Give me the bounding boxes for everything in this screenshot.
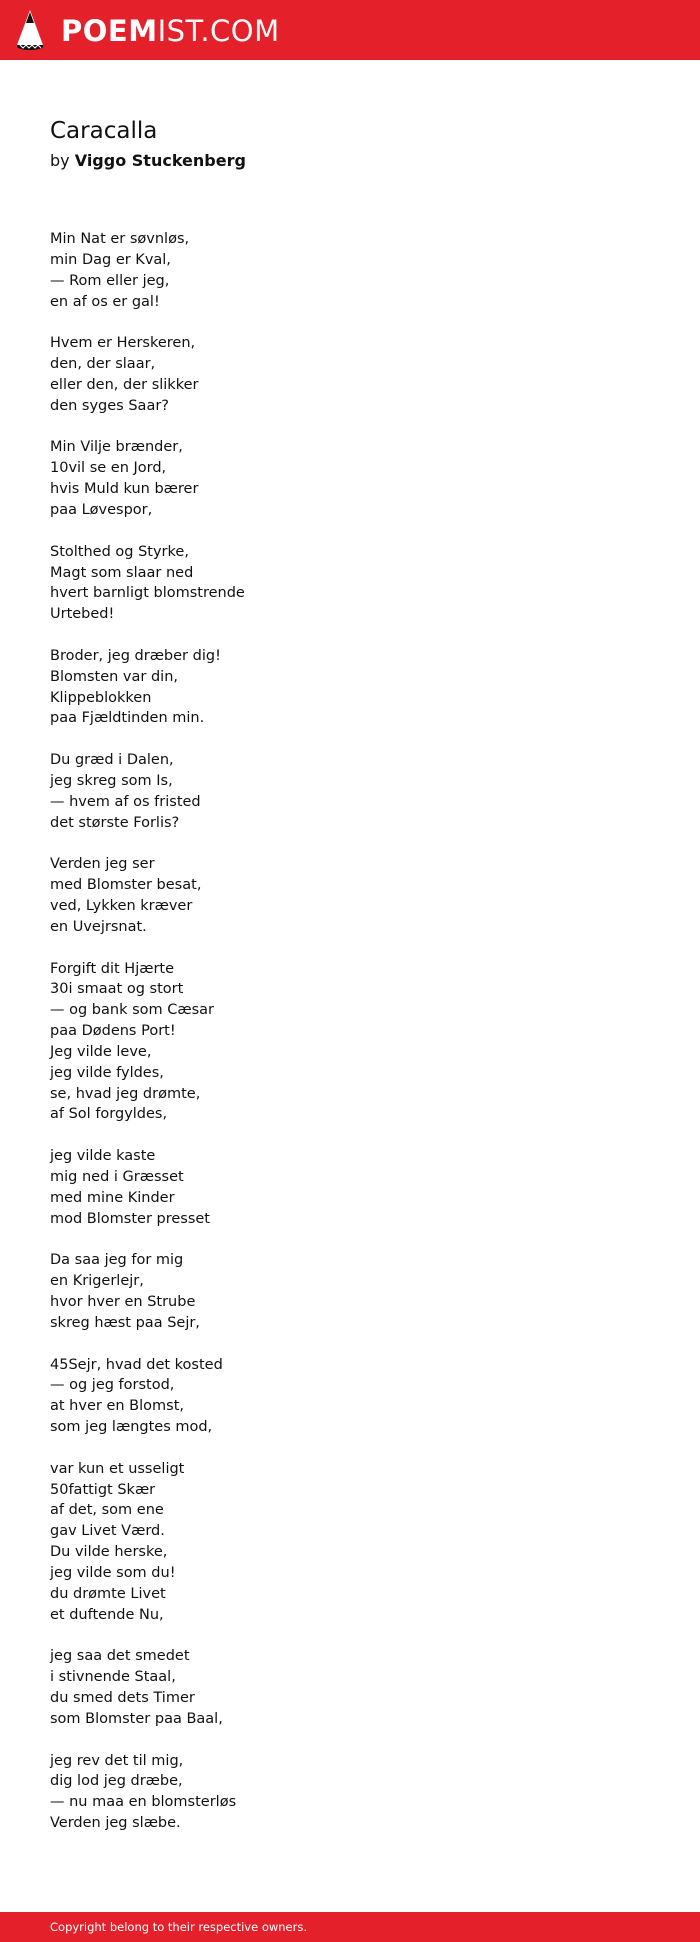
poem-line: jeg vilde som du! bbox=[50, 1565, 176, 1581]
poem-line: Du græd i Dalen, bbox=[50, 752, 174, 769]
poem-line: paa Dødens Port! bbox=[50, 1023, 176, 1040]
stanza bbox=[50, 1751, 650, 1834]
poem-line: 10vil se en Jord, bbox=[50, 460, 167, 477]
poem-line: Urtebed! bbox=[50, 606, 115, 623]
poem-line: den syges Saar? bbox=[50, 397, 169, 414]
logo-bold-text: POEM bbox=[61, 14, 158, 48]
poem-line: Klippeblokken bbox=[50, 689, 152, 706]
poem-line: — hvem af os fristed bbox=[50, 793, 201, 810]
poem-line: jeg skreg som Is, bbox=[50, 772, 173, 789]
poem-line: Magt som slaar ned bbox=[50, 564, 194, 581]
poem-line: Stolthed og Styrke, bbox=[50, 543, 189, 560]
copyright-text: Copyright belong to their respective owners. bbox=[50, 1920, 308, 1934]
stanza bbox=[50, 333, 650, 416]
poem-line: — og bank som Cæsar bbox=[50, 1002, 215, 1019]
poem-line: den, der slaar, bbox=[50, 356, 156, 373]
site-logo-text bbox=[61, 10, 280, 52]
poem-line: min Dag er Kval, bbox=[50, 251, 171, 268]
poem-content bbox=[50, 112, 650, 1855]
poem-line: hvis Muld kun bærer bbox=[50, 481, 199, 498]
poem-line: mig ned i Græsset bbox=[50, 1168, 184, 1185]
site-footer bbox=[0, 1912, 700, 1942]
poem-line: med mine Kinder bbox=[50, 1189, 175, 1206]
poem-line: en Uvejrsnat. bbox=[50, 918, 147, 935]
poem-body bbox=[50, 229, 650, 1834]
poem-line: jeg vilde kaste bbox=[50, 1148, 156, 1165]
stanza bbox=[50, 646, 650, 729]
poem-line: en Krigerlejr, bbox=[50, 1273, 144, 1290]
stanza bbox=[50, 437, 650, 520]
poem-line: jeg vilde fyldes, bbox=[50, 1064, 164, 1081]
site-logo-link[interactable] bbox=[17, 10, 280, 52]
poem-line: var kun et usseligt bbox=[50, 1460, 185, 1477]
stanza bbox=[50, 1250, 650, 1333]
poem-line: i stivnende Staal, bbox=[50, 1669, 176, 1686]
poem-line: hvor hver en Strube bbox=[50, 1294, 196, 1311]
poem-line: skreg hæst paa Sejr, bbox=[50, 1314, 200, 1331]
poem-line: af Sol forgyldes, bbox=[50, 1106, 168, 1123]
stanza bbox=[50, 959, 650, 1126]
stanza bbox=[50, 854, 650, 937]
poem-byline bbox=[50, 150, 650, 172]
poem-line: jeg rev det til mig, bbox=[50, 1752, 184, 1769]
poem-line: Hvem er Herskeren, bbox=[50, 335, 196, 352]
poem-line: paa Fjældtinden min. bbox=[50, 710, 205, 727]
poem-line: Forgift dit Hjærte bbox=[50, 960, 175, 977]
stanza bbox=[50, 1459, 650, 1626]
poem-line: — Rom eller jeg, bbox=[50, 272, 170, 289]
poem-line: Blomsten var din, bbox=[50, 668, 179, 685]
poem-line: — og jeg forstod, bbox=[50, 1377, 175, 1394]
stanza bbox=[50, 1646, 650, 1729]
poem-line: et duftende Nu, bbox=[50, 1606, 164, 1623]
site-header bbox=[0, 0, 700, 60]
logo-light-text: IST.COM bbox=[157, 14, 280, 48]
poem-line: 45Sejr, hvad det kosted bbox=[50, 1356, 223, 1373]
poem-line: Du vilde herske, bbox=[50, 1544, 168, 1561]
poem-line: du drømte Livet bbox=[50, 1585, 166, 1602]
poem-line: en af os er gal! bbox=[50, 293, 160, 310]
poem-line: Min Nat er søvnløs, bbox=[50, 231, 190, 247]
poem-line: — nu maa en blomsterløs bbox=[50, 1794, 237, 1811]
poem-line: se, hvad jeg drømte, bbox=[50, 1085, 201, 1102]
poem-line: Broder, jeg dræber dig! bbox=[50, 647, 221, 664]
poem-line: dig lod jeg dræbe, bbox=[50, 1773, 183, 1790]
poem-line: at hver en Blomst, bbox=[50, 1398, 184, 1415]
stanza bbox=[50, 229, 650, 312]
byline-prefix: by bbox=[50, 151, 70, 170]
author-link[interactable]: Viggo Stuckenberg bbox=[74, 151, 246, 170]
poem-line: Jeg vilde leve, bbox=[50, 1043, 152, 1060]
stanza bbox=[50, 1355, 650, 1438]
poem-line: af det, som ene bbox=[50, 1502, 164, 1519]
poem-line: Verden jeg ser bbox=[50, 856, 155, 873]
poem-line: du smed dets Timer bbox=[50, 1690, 195, 1707]
poem-line: paa Løvespor, bbox=[50, 501, 153, 518]
poem-line: mod Blomster presset bbox=[50, 1210, 210, 1227]
stanza bbox=[50, 1146, 650, 1229]
stanza bbox=[50, 750, 650, 833]
poem-line: jeg saa det smedet bbox=[50, 1648, 190, 1665]
poem-line: 50fattigt Skær bbox=[50, 1481, 156, 1498]
stanza bbox=[50, 542, 650, 625]
poem-line: med Blomster besat, bbox=[50, 877, 202, 894]
poem-line: det største Forlis? bbox=[50, 814, 180, 831]
poem-line: Da saa jeg for mig bbox=[50, 1252, 184, 1269]
poem-line: Min Vilje brænder, bbox=[50, 439, 183, 456]
poem-line: eller den, der slikker bbox=[50, 376, 199, 393]
pencil-icon bbox=[17, 10, 43, 52]
poem-line: som Blomster paa Baal, bbox=[50, 1710, 223, 1727]
poem-line: Verden jeg slæbe. bbox=[50, 1815, 181, 1832]
poem-line: ved, Lykken kræver bbox=[50, 898, 193, 914]
poem-title: Caracalla bbox=[50, 118, 158, 144]
poem-line: 30i smaat og stort bbox=[50, 981, 184, 998]
poem-line: som jeg længtes mod, bbox=[50, 1419, 213, 1436]
poem-line: gav Livet Værd. bbox=[50, 1523, 165, 1540]
poem-line: hvert barnligt blomstrende bbox=[50, 585, 245, 602]
